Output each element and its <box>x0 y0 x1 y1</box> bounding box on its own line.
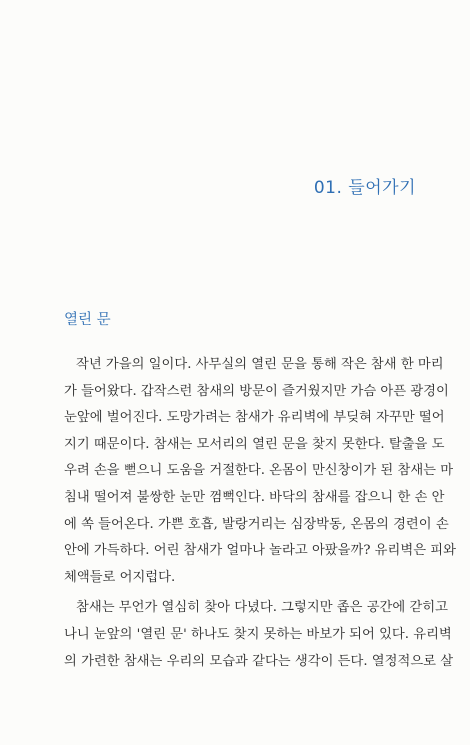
paragraph-line: 에 쏙 들어온다. 가쁜 호흡, 발랑거리는 심장박동, 온몸의 경련이 손 <box>64 516 449 532</box>
paragraph-line: 체액들로 어지럽다. <box>64 569 176 585</box>
paragraph-1 <box>64 352 456 591</box>
paragraph-line: 작년 가을의 일이다. 사무실의 열린 문을 통해 작은 참새 한 마리 <box>76 357 444 372</box>
paragraph-line: 안에 가득하다. 어린 참새가 얼마나 놀라고 아팠을까? 유리벽은 피와 <box>64 543 456 559</box>
paragraph-line: 나니 눈앞의 '열린 문' 하나도 찾지 못하는 바보가 되어 있다. 유리벽 <box>64 626 452 642</box>
paragraph-line: 지기 때문이다. 참새는 모서리의 열린 문을 찾지 못한다. 탈출을 도 <box>64 436 445 452</box>
paragraph-line: 의 가련한 참새는 우리의 모습과 같다는 생각이 든다. 열정적으로 살 <box>64 653 454 669</box>
paragraph-line: 가 들어왔다. 갑작스런 참새의 방문이 즐거웠지만 가슴 아픈 광경이 <box>64 383 449 399</box>
body-text <box>64 352 456 675</box>
paragraph-line: 눈앞에 벌어진다. 도망가려는 참새가 유리벽에 부딪혀 자꾸만 떨어 <box>64 410 445 426</box>
paragraph-line: 참새는 무언가 열심히 찾아 다녔다. 그렇지만 좁은 공간에 갇히고 <box>76 600 449 616</box>
chapter-title: 01. 들어가기 <box>313 178 416 198</box>
paragraph-2 <box>64 595 454 675</box>
section-heading: 열린 문 <box>64 312 111 328</box>
paragraph-line: 우려 손을 뻗으니 도움을 거절한다. 온몸이 만신창이가 된 참새는 마 <box>64 463 454 479</box>
paragraph-line: 침내 떨어져 불쌍한 눈만 껌뻑인다. 바닥의 참새를 잡으니 한 손 안 <box>64 489 445 505</box>
